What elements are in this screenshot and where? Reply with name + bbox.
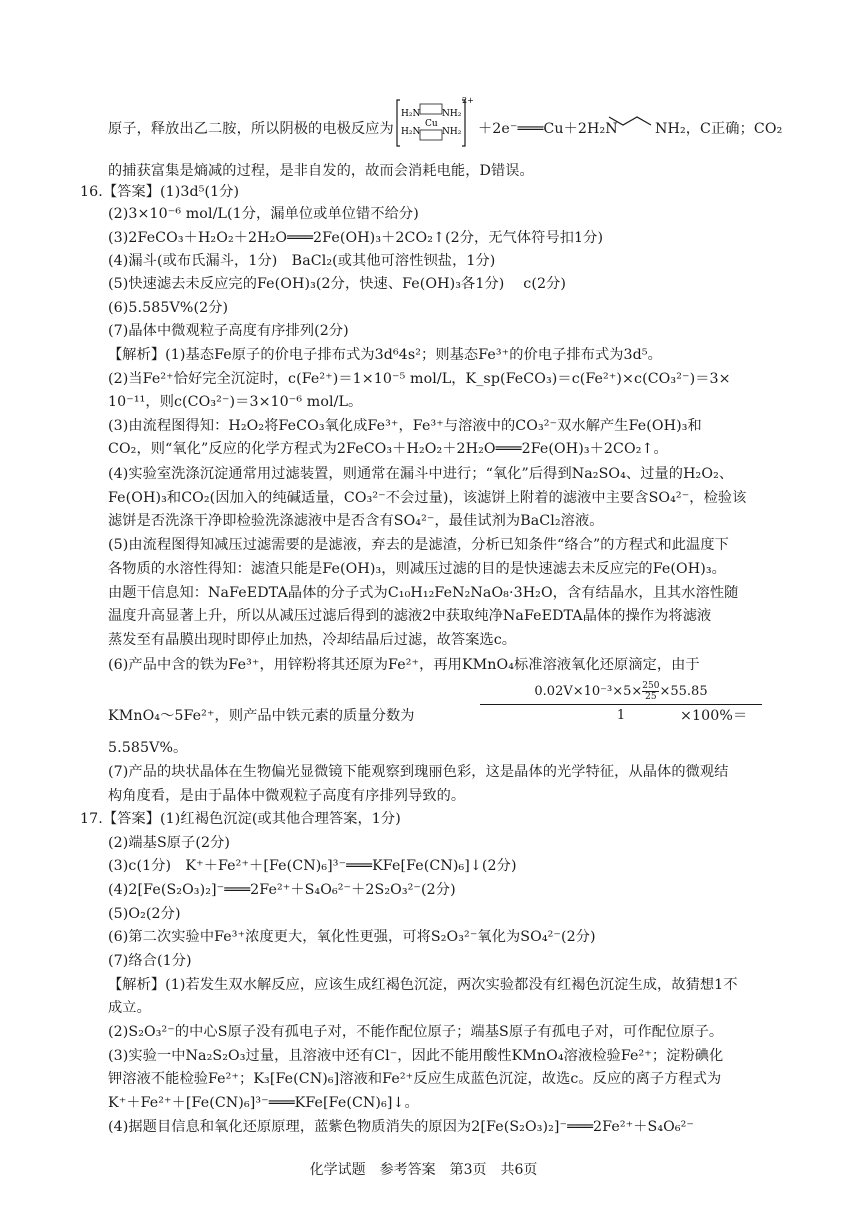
text-line: (4)漏斗(或布氏漏斗，1分) BaCl₂(或其他可溶性钡盐，1分) xyxy=(108,253,496,269)
text-line: (2)3×10⁻⁶ mol/L(1分，漏单位或单位错不给分) xyxy=(108,206,419,222)
inner-numerator: 250 xyxy=(642,681,660,691)
fraction-numerator-text: 0.02V×10⁻³×5× xyxy=(534,684,643,699)
text-line: 16.【答案】(1)3d⁵(1分) xyxy=(80,184,240,200)
text-line: (3)实验一中Na₂S₂O₃过量，且溶液中还有Cl⁻，因此不能用酸性KMnO₄溶液检验Fe²⁺；淀粉碘化 xyxy=(108,1048,724,1064)
text-line: KMnO₄～5Fe²⁺，则产品中铁元素的质量分数为 xyxy=(108,708,415,724)
complex-label-4: NH₂ xyxy=(442,127,462,137)
text-line: 的捕获富集是熵减的过程，是非自发的，故而会消耗电能，D错误。 xyxy=(108,163,534,179)
text-line: (3)c(1分) K⁺＋Fe²⁺＋[Fe(CN)₆]³⁻═══KFe[Fe(CN)₆]↓(2分) xyxy=(108,858,517,874)
complex-charge: 2+ xyxy=(462,96,474,105)
text-line: (5)O₂(2分) xyxy=(108,906,181,922)
complex-label-cu: Cu xyxy=(425,119,438,129)
text-line: 原子，释放出乙二胺，所以阴极的电极反应为 xyxy=(108,121,394,137)
text-line: (6)第二次实验中Fe³⁺浓度更大，氧化性更强，可将S₂O₃²⁻氧化为SO₄²⁻(2分) xyxy=(108,929,596,945)
ethylenediamine-chain-icon xyxy=(607,111,659,129)
text-line: 滤饼是否洗涤干净即检验洗涤滤液中是否含有SO₄²⁻，最佳试剂为BaCl₂溶液。 xyxy=(108,513,604,529)
text-line: 17.【答案】(1)红褐色沉淀(或其他合理答案，1分) xyxy=(80,811,401,827)
text-line: (2)端基S原子(2分) xyxy=(108,835,231,851)
text-line: (5)由流程图得知减压过滤需要的是滤液，弃去的是滤渣，分析已知条件“络合”的方程式和此温度下 xyxy=(108,537,729,553)
text-line: CO₂，则“氧化”反应的化学方程式为2FeCO₃＋H₂O₂＋2H₂O═══2Fe(OH)₃＋2CO₂↑。 xyxy=(108,441,668,457)
electrode-equation-tail: ＋2e⁻═══Cu＋2H₂N xyxy=(478,121,618,137)
text-line: 5.585V%。 xyxy=(108,740,188,756)
text-line: 【解析】(1)若发生双水解反应，应该生成红褐色沉淀，两次实验都没有红褐色沉淀生成，故猜想1不 xyxy=(108,977,738,993)
electrode-equation-end: NH₂，C正确；CO₂ xyxy=(655,121,783,137)
text-line: (3)由流程图得知：H₂O₂将FeCO₃氧化成Fe³⁺，Fe³⁺与溶液中的CO₃²⁻双水解产生Fe(OH)₃和 xyxy=(108,418,702,434)
inner-denominator: 25 xyxy=(642,691,659,702)
page-footer: 化学试题 参考答案 第3页 共6页 xyxy=(309,1162,538,1178)
text-line: (4)据题目信息和氧化还原原理，蓝紫色物质消失的原因为2[Fe(S₂O₃)₂]⁻═══2Fe²⁺＋S₄O₆²⁻ xyxy=(108,1119,695,1135)
text-line: 构角度看，是由于晶体中微观粒子高度有序排列导致的。 xyxy=(108,788,466,804)
text-line: (2)S₂O₃²⁻的中心S原子没有孤电子对，不能作配位原子；端基S原子有孤电子对，可作配位原子。 xyxy=(108,1024,724,1040)
text-line: (6)5.585V%(2分) xyxy=(108,300,229,316)
text-line: 温度升高显著上升，所以从减压过滤后得到的滤液2中获取纯净NaFeEDTA晶体的操作为将滤液 xyxy=(108,608,712,624)
fraction-tail: ×100%＝ xyxy=(680,708,748,724)
text-line: 蒸发至有晶膜出现时即停止加热，冷却结晶后过滤，故答案选c。 xyxy=(108,632,517,648)
text-line: (3)2FeCO₃＋H₂O₂＋2H₂O═══2Fe(OH)₃＋2CO₂↑(2分，无气体符号扣1分) xyxy=(108,230,604,246)
fraction-denominator: 1 xyxy=(616,708,626,723)
copper-complex-structure-icon xyxy=(396,96,474,150)
inner-fraction xyxy=(642,681,659,702)
complex-label-3: H₂N xyxy=(401,127,421,137)
text-line: 【解析】(1)基态Fe原子的价电子排布式为3d⁶4s²；则基态Fe³⁺的价电子排布式为3d⁵。 xyxy=(108,347,662,363)
complex-label-1: H₂N xyxy=(401,109,421,119)
text-line: 10⁻¹¹，则c(CO₃²⁻)＝3×10⁻⁶ mol/L。 xyxy=(108,394,363,410)
text-line: (7)晶体中微观粒子高度有序排列(2分) xyxy=(108,323,349,339)
text-line: K⁺＋Fe²⁺＋[Fe(CN)₆]³⁻═══KFe[Fe(CN)₆]↓。 xyxy=(108,1095,419,1111)
text-line: 各物质的水溶性得知：滤渣只能是Fe(OH)₃，则减压过滤的目的是快速滤去未反应完的Fe(OH)₃。 xyxy=(108,561,726,577)
text-line: (2)当Fe²⁺恰好完全沉淀时，c(Fe²⁺)＝1×10⁻⁵ mol/L，K_sp(FeCO₃)＝c(Fe²⁺)×c(CO₃²⁻)＝3× xyxy=(108,371,731,387)
complex-label-2: NH₂ xyxy=(442,109,462,119)
text-line: (5)快速滤去未反应完的Fe(OH)₃(2分，快速、Fe(OH)₃各1分) c(2分) xyxy=(108,276,566,292)
text-line: 成立。 xyxy=(108,1000,151,1016)
text-line: 钾溶液不能检验Fe²⁺；K₃[Fe(CN)₆]溶液和Fe²⁺反应生成蓝色沉淀，故选c。反应的离子方程式为 xyxy=(108,1071,722,1087)
text-line: (4)实验室洗涤沉淀通常用过滤装置，则通常在漏斗中进行；“氧化”后得到Na₂SO₄、过量的H₂O₂、 xyxy=(108,466,734,482)
text-line: 由题干信息知：NaFeEDTA晶体的分子式为C₁₀H₁₂FeN₂NaO₈·3H₂O，含有结晶水，且其水溶性随 xyxy=(108,585,739,601)
fraction-numerator-tail: ×55.85 xyxy=(659,684,708,699)
text-line: Fe(OH)₃和CO₂(因加入的纯碱适量，CO₃²⁻不会过量)，该滤饼上附着的滤液中主要含SO₄²⁻，检验该 xyxy=(108,490,747,506)
fraction-numerator xyxy=(480,680,762,704)
text-line: (7)产品的块状晶体在生物偏光显微镜下能观察到瑰丽色彩，这是晶体的光学特征，从晶体的微观结 xyxy=(108,764,729,780)
text-line: (6)产品中含的铁为Fe³⁺，用锌粉将其还原为Fe²⁺，再用KMnO₄标准溶液氧化还原滴定，由于 xyxy=(108,657,700,673)
text-line: (4)2[Fe(S₂O₃)₂]⁻═══2Fe²⁺＋S₄O₆²⁻＋2S₂O₃²⁻(2分) xyxy=(108,882,456,898)
text-line: (7)络合(1分) xyxy=(108,953,192,969)
